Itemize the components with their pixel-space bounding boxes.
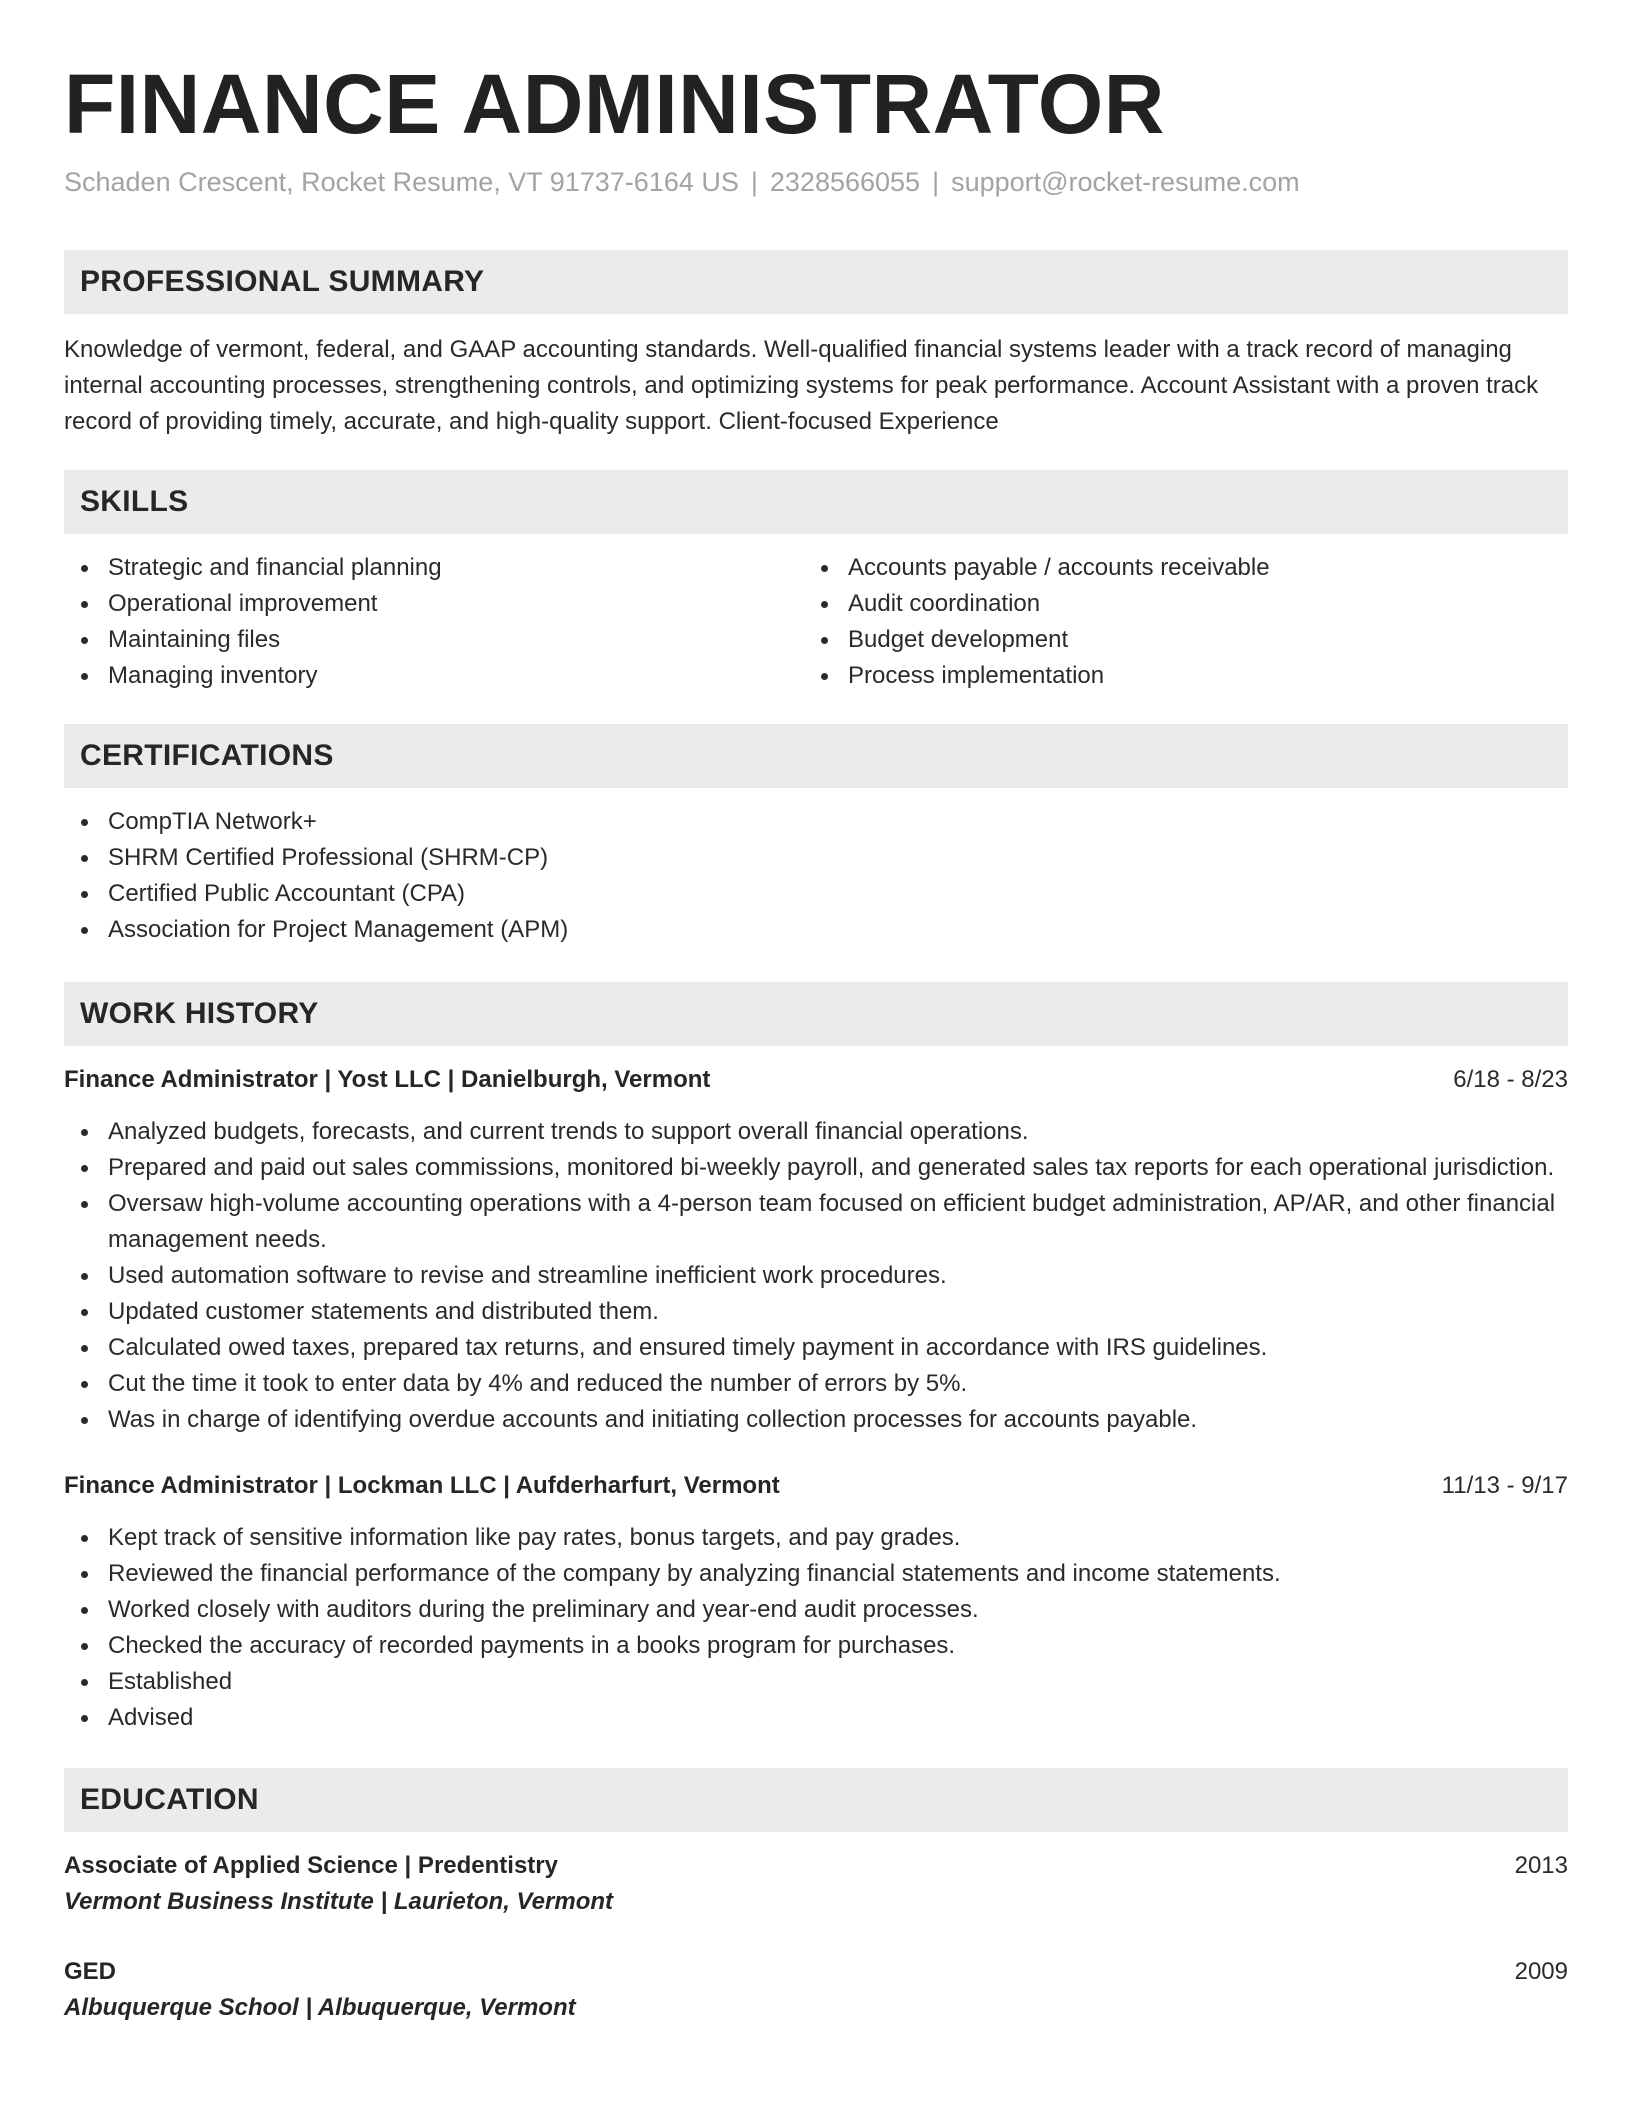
skill-item: Process implementation	[804, 658, 1544, 694]
job-duty: Checked the accuracy of recorded payments in a books program for purchases.	[64, 1628, 1568, 1664]
education-school: Vermont Business Institute | Laurieton, Vermont	[64, 1888, 614, 1915]
skills-column-left	[64, 550, 804, 694]
skill-item: Operational improvement	[64, 586, 804, 622]
job-duty: Prepared and paid out sales commissions, monitored bi-weekly payroll, and generated sales tax reports for each operational jurisdiction.	[64, 1150, 1568, 1186]
education-header	[64, 1848, 1568, 1884]
skill-item: Managing inventory	[64, 658, 804, 694]
job-duty: Calculated owed taxes, prepared tax returns, and ensured timely payment in accordance with IRS guidelines.	[64, 1330, 1568, 1366]
skills-heading: SKILLS	[64, 470, 1568, 534]
skill-item: Strategic and financial planning	[64, 550, 804, 586]
job-duty: Was in charge of identifying overdue accounts and initiating collection processes for accounts payable.	[64, 1402, 1568, 1438]
skill-item: Maintaining files	[64, 622, 804, 658]
contact-address: Schaden Crescent, Rocket Resume, VT 91737-6164 US	[64, 167, 739, 197]
contact-separator: |	[932, 167, 940, 197]
job-duty: Oversaw high-volume accounting operations with a 4-person team focused on efficient budget administration, AP/AR, and other financial management needs.	[64, 1186, 1568, 1258]
job-duty: Worked closely with auditors during the preliminary and year-end audit processes.	[64, 1592, 1568, 1628]
education-school: Albuquerque School | Albuquerque, Vermont	[64, 1994, 576, 2021]
skills-column-right	[804, 550, 1544, 694]
job-duty: Established	[64, 1664, 1568, 1700]
job-entry-1	[64, 1062, 1568, 1438]
job-duty: Kept track of sensitive information like pay rates, bonus targets, and pay grades.	[64, 1520, 1568, 1556]
job-dates: 11/13 - 9/17	[1441, 1472, 1568, 1499]
education-heading: EDUCATION	[64, 1768, 1568, 1832]
education-entry-1	[64, 1848, 1568, 1920]
certification-item: SHRM Certified Professional (SHRM-CP)	[64, 840, 1568, 876]
job-entry-2	[64, 1468, 1568, 1736]
job-duty: Analyzed budgets, forecasts, and current trends to support overall financial operations.	[64, 1114, 1568, 1150]
education-year: 2009	[1514, 1958, 1568, 1985]
skill-item: Budget development	[804, 622, 1544, 658]
certification-item: CompTIA Network+	[64, 804, 1568, 840]
education-degree: Associate of Applied Science | Predentistry	[64, 1852, 558, 1879]
certifications-heading: CERTIFICATIONS	[64, 724, 1568, 788]
skills-grid	[64, 550, 1568, 694]
skills-list-left	[64, 550, 804, 694]
job-duty: Reviewed the financial performance of the company by analyzing financial statements and income statements.	[64, 1556, 1568, 1592]
job-duties-list	[64, 1114, 1568, 1438]
certification-item: Association for Project Management (APM)	[64, 912, 1568, 948]
job-duty: Cut the time it took to enter data by 4% and reduced the number of errors by 5%.	[64, 1366, 1568, 1402]
job-title: Finance Administrator | Lockman LLC | Aufderharfurt, Vermont	[64, 1472, 780, 1499]
job-duty: Updated customer statements and distributed them.	[64, 1294, 1568, 1330]
education-entry-2	[64, 1954, 1568, 2026]
education-year: 2013	[1514, 1852, 1568, 1879]
work-history-heading: WORK HISTORY	[64, 982, 1568, 1046]
job-duty: Used automation software to revise and streamline inefficient work procedures.	[64, 1258, 1568, 1294]
certifications-list	[64, 804, 1568, 948]
contact-separator: |	[750, 167, 758, 197]
candidate-name: FINANCE ADMINISTRATOR	[64, 57, 1165, 151]
job-header	[64, 1062, 1568, 1098]
contact-email: support@rocket-resume.com	[951, 167, 1300, 197]
summary-heading: PROFESSIONAL SUMMARY	[64, 250, 1568, 314]
skill-item: Accounts payable / accounts receivable	[804, 550, 1544, 586]
skills-list-right	[804, 550, 1544, 694]
job-header	[64, 1468, 1568, 1504]
certification-item: Certified Public Accountant (CPA)	[64, 876, 1568, 912]
job-duties-list	[64, 1520, 1568, 1736]
skill-item: Audit coordination	[804, 586, 1544, 622]
education-header	[64, 1954, 1568, 1990]
job-title: Finance Administrator | Yost LLC | Danielburgh, Vermont	[64, 1066, 711, 1093]
summary-text: Knowledge of vermont, federal, and GAAP accounting standards. Well-qualified financial systems leader with a track record of managing internal accounting processes, strengthening controls, and optimizing systems for peak performance. Account Assistant with a proven track record of providing timely, accurate, and high-quality support. Client-focused Experience	[64, 336, 1539, 435]
job-duty: Advised	[64, 1700, 1568, 1736]
education-degree: GED	[64, 1958, 117, 1985]
contact-phone: 2328566055	[769, 167, 921, 197]
job-dates: 6/18 - 8/23	[1453, 1066, 1568, 1093]
contact-line	[64, 164, 1568, 200]
